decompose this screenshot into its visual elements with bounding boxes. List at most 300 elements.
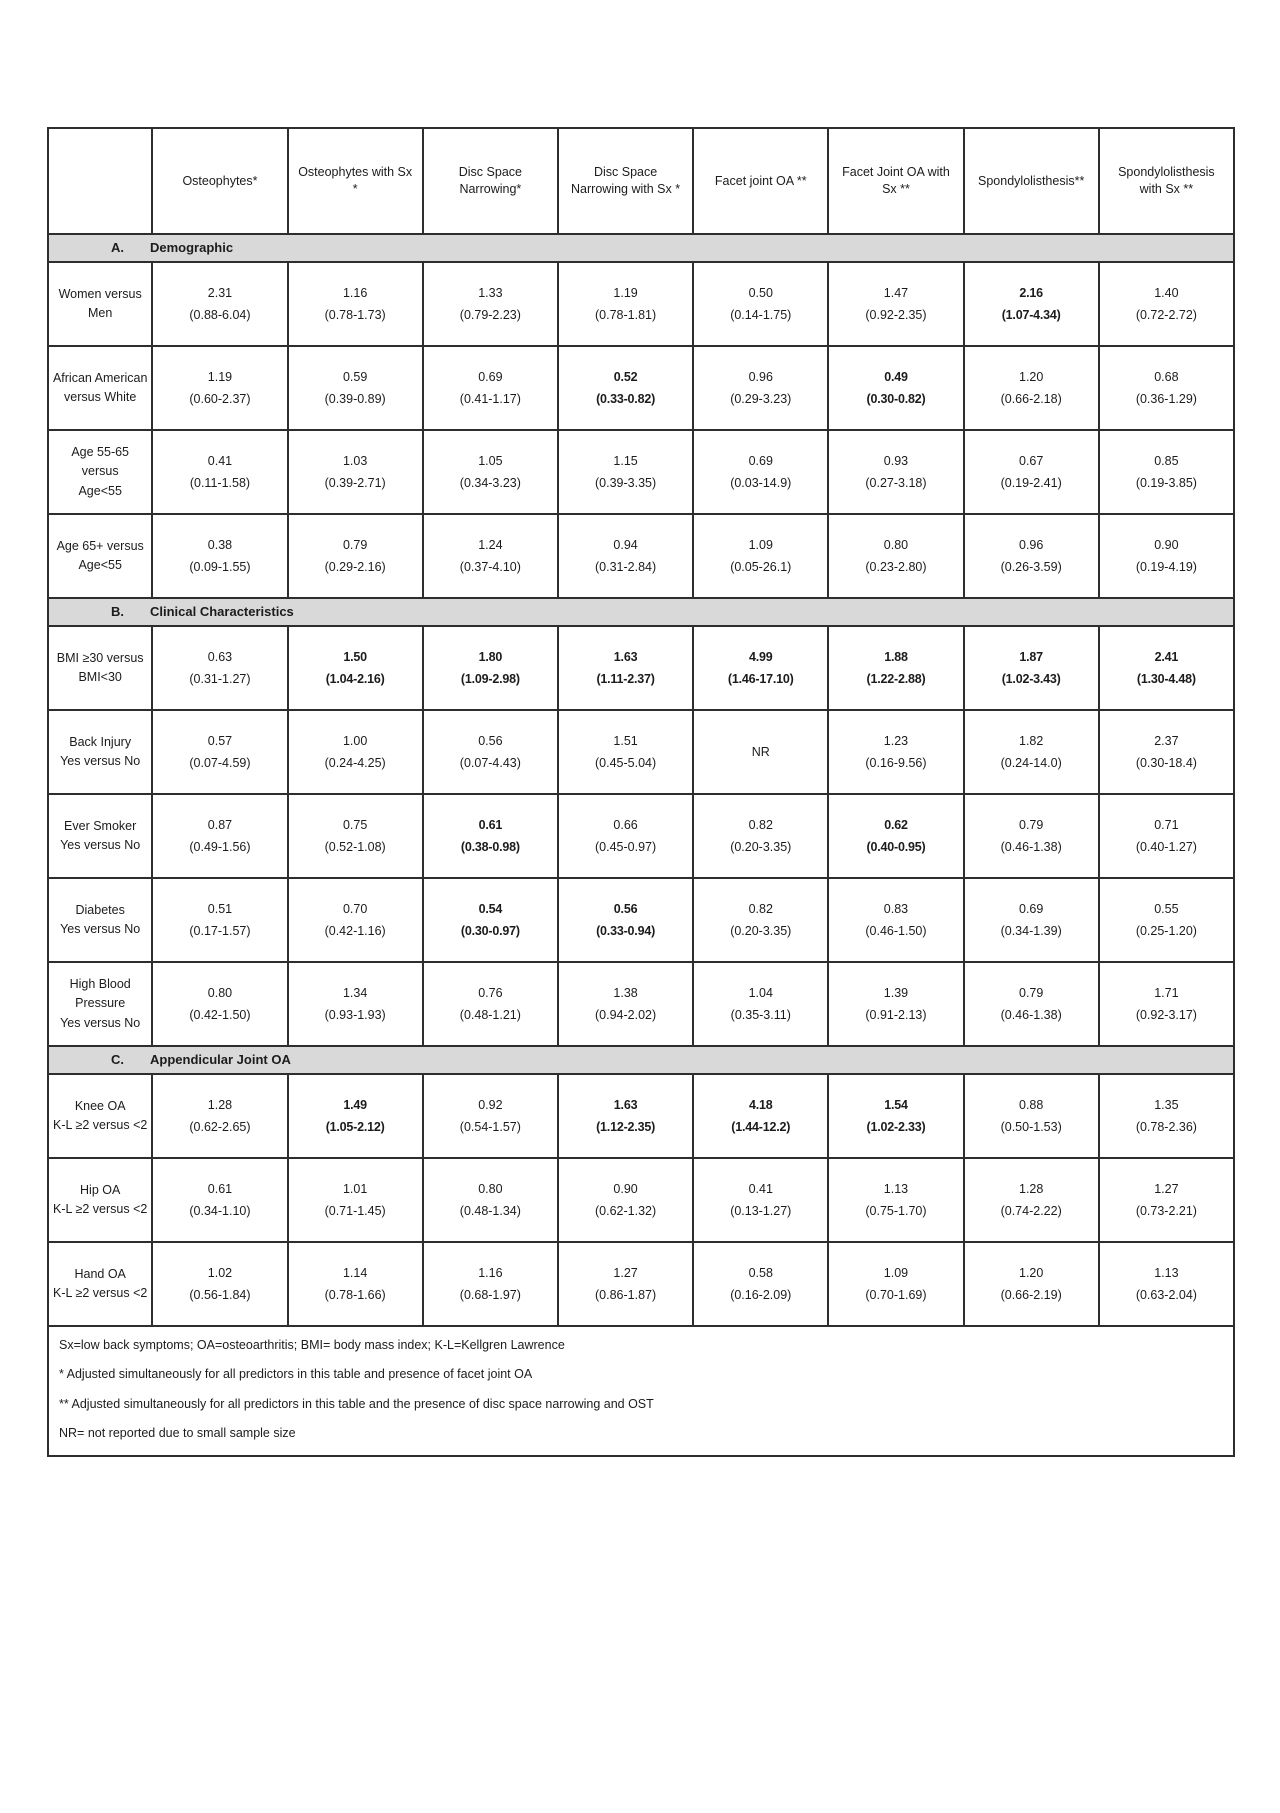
confidence-interval: (0.05-26.1) xyxy=(730,559,792,574)
confidence-interval: (0.13-1.27) xyxy=(730,1203,792,1218)
or-cell xyxy=(558,1074,693,1158)
confidence-interval: (0.63-2.04) xyxy=(1135,1287,1197,1302)
odds-ratio-value: 0.71 xyxy=(1154,818,1179,833)
odds-ratio-value: 2.16 xyxy=(1019,286,1043,301)
confidence-interval: (0.45-0.97) xyxy=(594,839,657,854)
row-label-line: Yes versus No xyxy=(60,1015,141,1030)
confidence-interval: (0.23-2.80) xyxy=(865,559,927,574)
odds-ratio-value: 4.99 xyxy=(749,650,773,665)
confidence-interval: (0.26-3.59) xyxy=(1000,559,1062,574)
odds-ratio-value: 0.75 xyxy=(342,818,368,833)
or-cell xyxy=(152,1074,287,1158)
or-cell xyxy=(693,794,828,878)
odds-ratio-value: 0.92 xyxy=(478,1098,503,1113)
or-cell xyxy=(288,346,423,430)
or-cell xyxy=(1099,430,1234,514)
confidence-interval: (1.05-2.12) xyxy=(325,1119,385,1134)
confidence-interval: (0.48-1.34) xyxy=(459,1203,521,1218)
odds-ratio-value: 0.41 xyxy=(748,1182,773,1197)
or-cell xyxy=(693,626,828,710)
footnote-abbreviations: Sx=low back symptoms; OA=osteoarthritis; BMI= body mass index; K-L=Kellgren Lawrence xyxy=(59,1338,565,1352)
odds-ratio-value: 0.41 xyxy=(207,454,233,469)
confidence-interval: (0.30-18.4) xyxy=(1135,755,1197,770)
column-header: Disc Space Narrowing* xyxy=(423,128,558,234)
confidence-interval: (0.40-0.95) xyxy=(866,839,926,854)
or-cell xyxy=(828,1158,963,1242)
section-title: Appendicular Joint OA xyxy=(150,1052,291,1068)
row-label xyxy=(48,346,152,430)
row-label xyxy=(48,626,152,710)
row-label-line: Yes versus No xyxy=(60,838,141,852)
row-label xyxy=(48,1074,152,1158)
or-cell xyxy=(964,1158,1099,1242)
odds-ratio-value: 1.13 xyxy=(883,1182,909,1197)
or-cell xyxy=(828,626,963,710)
or-cell xyxy=(1099,1242,1234,1326)
confidence-interval: (0.33-0.82) xyxy=(596,391,656,406)
section-header-row xyxy=(48,234,1234,262)
or-cell xyxy=(558,626,693,710)
odds-ratio-value: 0.56 xyxy=(613,902,638,917)
or-cell xyxy=(964,626,1099,710)
odds-ratio-value: 1.09 xyxy=(883,1266,909,1281)
confidence-interval: (0.79-2.23) xyxy=(459,307,521,322)
odds-ratio-value: 0.38 xyxy=(207,538,233,553)
or-cell xyxy=(152,262,287,346)
confidence-interval: (0.20-3.35) xyxy=(730,839,792,854)
odds-ratio-value: NR xyxy=(751,744,770,759)
confidence-interval: (0.92-2.35) xyxy=(865,307,927,322)
or-cell xyxy=(1099,626,1234,710)
row-label xyxy=(48,710,152,794)
or-cell xyxy=(558,1242,693,1326)
odds-ratio-value: 0.49 xyxy=(884,370,908,385)
confidence-interval: (0.24-4.25) xyxy=(324,755,386,770)
odds-ratio-value: 1.88 xyxy=(884,650,908,665)
row-label xyxy=(48,1242,152,1326)
confidence-interval: (0.46-1.38) xyxy=(1000,1007,1062,1022)
confidence-interval: (1.09-2.98) xyxy=(460,671,520,686)
or-cell xyxy=(558,878,693,962)
confidence-interval: (0.16-2.09) xyxy=(730,1287,792,1302)
confidence-interval: (0.07-4.59) xyxy=(189,755,251,770)
table-header-row xyxy=(48,128,1234,234)
odds-ratio-value: 1.00 xyxy=(342,734,368,749)
odds-ratio-value: 4.18 xyxy=(749,1098,773,1113)
or-cell xyxy=(288,794,423,878)
section-header xyxy=(48,1046,1234,1074)
or-cell xyxy=(693,1074,828,1158)
confidence-interval: (0.39-3.35) xyxy=(594,475,657,490)
odds-ratio-value: 1.38 xyxy=(613,986,638,1001)
or-cell xyxy=(964,262,1099,346)
odds-ratio-value: 1.34 xyxy=(342,986,368,1001)
odds-ratio-value: 0.54 xyxy=(478,902,503,917)
or-cell xyxy=(964,1074,1099,1158)
or-cell xyxy=(828,514,963,598)
table-row xyxy=(48,710,1234,794)
or-cell xyxy=(964,794,1099,878)
section-letter: A. xyxy=(111,240,124,256)
odds-ratio-value: 0.96 xyxy=(748,370,773,385)
confidence-interval: (0.78-1.66) xyxy=(324,1287,386,1302)
column-header: Osteophytes* xyxy=(152,128,287,234)
confidence-interval: (0.60-2.37) xyxy=(189,391,251,406)
confidence-interval: (0.36-1.29) xyxy=(1135,391,1197,406)
confidence-interval: (0.78-2.36) xyxy=(1135,1119,1197,1134)
confidence-interval: (0.11-1.58) xyxy=(189,475,251,490)
row-label-line: K-L ≥2 versus <2 xyxy=(53,1286,148,1300)
or-cell xyxy=(828,1074,963,1158)
odds-ratio-value: 2.31 xyxy=(207,286,233,301)
or-cell xyxy=(558,794,693,878)
or-cell xyxy=(1099,1074,1234,1158)
section-title: Clinical Characteristics xyxy=(150,604,294,620)
or-cell xyxy=(693,1158,828,1242)
or-cell xyxy=(558,430,693,514)
or-cell xyxy=(423,514,558,598)
table-row xyxy=(48,962,1234,1046)
table-row xyxy=(48,1242,1234,1326)
row-label xyxy=(48,1158,152,1242)
or-cell xyxy=(423,794,558,878)
section-header-row xyxy=(48,598,1234,626)
odds-ratio-value: 0.61 xyxy=(207,1182,233,1197)
confidence-interval: (0.75-1.70) xyxy=(865,1203,927,1218)
or-cell xyxy=(964,514,1099,598)
row-label xyxy=(48,794,152,878)
odds-ratio-value: 1.20 xyxy=(1019,370,1044,385)
or-cell xyxy=(1099,1158,1234,1242)
or-cell xyxy=(828,878,963,962)
confidence-interval: (0.31-1.27) xyxy=(189,671,251,686)
confidence-interval: (0.56-1.84) xyxy=(189,1287,251,1302)
or-cell xyxy=(693,262,828,346)
odds-ratio-value: 0.80 xyxy=(478,1182,503,1197)
table-row xyxy=(48,626,1234,710)
odds-ratio-value: 1.63 xyxy=(613,1098,638,1113)
or-cell xyxy=(964,1242,1099,1326)
confidence-interval: (0.37-4.10) xyxy=(459,559,521,574)
odds-ratio-value: 1.03 xyxy=(342,454,368,469)
confidence-interval: (0.88-6.04) xyxy=(189,307,251,322)
odds-ratio-value: 1.50 xyxy=(343,650,367,665)
or-cell xyxy=(288,626,423,710)
or-cell xyxy=(288,430,423,514)
odds-ratio-value: 0.57 xyxy=(207,734,233,749)
odds-ratio-value: 1.19 xyxy=(613,286,638,301)
or-cell xyxy=(288,1074,423,1158)
row-label-line: Diabetes xyxy=(75,902,125,917)
odds-ratio-value: 1.04 xyxy=(748,986,773,1001)
or-cell xyxy=(693,346,828,430)
confidence-interval: (0.46-1.50) xyxy=(865,923,927,938)
column-header: Facet joint OA ** xyxy=(693,128,828,234)
odds-ratio-value: 0.93 xyxy=(883,454,909,469)
row-label-line: High Blood xyxy=(69,976,131,991)
row-label-line: Yes versus No xyxy=(60,754,141,768)
odds-ratio-value: 1.24 xyxy=(478,538,503,553)
odds-ratio-value: 0.88 xyxy=(1019,1098,1044,1113)
or-cell xyxy=(1099,962,1234,1046)
confidence-interval: (0.94-2.02) xyxy=(594,1007,657,1022)
or-cell xyxy=(964,710,1099,794)
odds-ratio-value: 0.69 xyxy=(1019,902,1044,917)
or-cell xyxy=(152,1242,287,1326)
odds-ratio-value: 0.67 xyxy=(1019,454,1044,469)
or-cell xyxy=(1099,262,1234,346)
or-cell xyxy=(152,878,287,962)
footnote-nr: NR= not reported due to small sample size xyxy=(59,1425,296,1440)
column-header: Osteophytes with Sx * xyxy=(288,128,423,234)
odds-ratio-value: 0.85 xyxy=(1154,454,1179,469)
odds-ratio-value: 1.28 xyxy=(1019,1182,1044,1197)
confidence-interval: (0.31-2.84) xyxy=(594,559,657,574)
or-cell xyxy=(693,962,828,1046)
odds-ratio-value: 0.68 xyxy=(1154,370,1179,385)
confidence-interval: (0.74-2.22) xyxy=(1000,1203,1062,1218)
confidence-interval: (0.50-1.53) xyxy=(1000,1119,1062,1134)
odds-ratio-value: 0.96 xyxy=(1019,538,1044,553)
row-label-line: Ever Smoker xyxy=(64,818,137,833)
odds-ratio-value: 1.05 xyxy=(478,454,503,469)
odds-ratio-value: 1.80 xyxy=(478,650,503,665)
footnote-single-asterisk: * Adjusted simultaneously for all predictors in this table and presence of facet joint OA xyxy=(59,1367,533,1382)
or-cell xyxy=(423,710,558,794)
odds-ratio-value: 1.49 xyxy=(343,1098,367,1113)
or-cell xyxy=(1099,794,1234,878)
confidence-interval: (0.34-1.10) xyxy=(189,1203,251,1218)
odds-ratio-value: 1.47 xyxy=(883,286,909,301)
confidence-interval: (0.73-2.21) xyxy=(1135,1203,1197,1218)
confidence-interval: (0.52-1.08) xyxy=(324,839,386,854)
odds-ratio-value: 0.61 xyxy=(478,818,503,833)
confidence-interval: (0.03-14.9) xyxy=(730,475,792,490)
footnotes-block xyxy=(47,1327,1235,1457)
odds-ratio-value: 1.20 xyxy=(1019,1266,1044,1281)
odds-ratio-value: 1.14 xyxy=(342,1266,368,1281)
odds-ratio-value: 1.27 xyxy=(1154,1182,1179,1197)
table-row xyxy=(48,514,1234,598)
or-cell xyxy=(288,710,423,794)
confidence-interval: (0.34-1.39) xyxy=(1000,923,1062,938)
row-label-line: versus White xyxy=(64,390,137,404)
or-cell xyxy=(152,626,287,710)
results-table xyxy=(47,127,1235,1327)
confidence-interval: (0.72-2.72) xyxy=(1135,307,1197,322)
or-cell xyxy=(828,262,963,346)
confidence-interval: (0.49-1.56) xyxy=(189,839,251,854)
confidence-interval: (0.27-3.18) xyxy=(865,475,927,490)
or-cell xyxy=(423,1242,558,1326)
footnote-double-asterisk: ** Adjusted simultaneously for all predictors in this table and the presence of disc space narrowing and OST xyxy=(59,1396,654,1411)
odds-ratio-value: 1.82 xyxy=(1019,734,1044,749)
or-cell xyxy=(558,346,693,430)
or-cell xyxy=(558,514,693,598)
table-row xyxy=(48,1158,1234,1242)
confidence-interval: (1.11-2.37) xyxy=(596,671,655,686)
row-label-header xyxy=(48,128,152,234)
row-label-line: Age 55-65 versus xyxy=(71,444,130,479)
odds-ratio-value: 1.02 xyxy=(207,1266,233,1281)
or-cell xyxy=(1099,514,1234,598)
or-cell xyxy=(152,1158,287,1242)
row-label xyxy=(48,430,152,514)
or-cell xyxy=(1099,346,1234,430)
confidence-interval: (0.19-4.19) xyxy=(1135,559,1197,574)
odds-ratio-value: 1.33 xyxy=(478,286,503,301)
confidence-interval: (0.46-1.38) xyxy=(1000,839,1062,854)
confidence-interval: (0.30-0.82) xyxy=(866,391,926,406)
odds-ratio-value: 1.28 xyxy=(207,1098,233,1113)
section-header xyxy=(48,234,1234,262)
odds-ratio-value: 1.71 xyxy=(1154,986,1179,1001)
table-row xyxy=(48,262,1234,346)
odds-ratio-value: 0.79 xyxy=(1019,818,1044,833)
odds-ratio-value: 0.69 xyxy=(748,454,773,469)
row-label xyxy=(48,962,152,1046)
or-cell xyxy=(964,430,1099,514)
confidence-interval: (0.93-1.93) xyxy=(324,1007,386,1022)
or-cell xyxy=(693,430,828,514)
or-cell xyxy=(288,262,423,346)
confidence-interval: (1.07-4.34) xyxy=(1001,307,1061,322)
or-cell xyxy=(828,962,963,1046)
odds-ratio-value: 1.09 xyxy=(748,538,773,553)
odds-ratio-value: 1.16 xyxy=(478,1266,503,1281)
odds-ratio-value: 0.79 xyxy=(342,538,368,553)
table-row xyxy=(48,878,1234,962)
odds-ratio-value: 0.62 xyxy=(884,818,908,833)
confidence-interval: (0.17-1.57) xyxy=(189,923,251,938)
odds-ratio-value: 1.63 xyxy=(613,650,638,665)
or-cell xyxy=(828,1242,963,1326)
confidence-interval: (0.54-1.57) xyxy=(459,1119,521,1134)
column-header: Spondylolisthesis** xyxy=(964,128,1099,234)
or-cell xyxy=(288,878,423,962)
or-cell xyxy=(152,794,287,878)
odds-ratio-value: 0.59 xyxy=(342,370,368,385)
odds-ratio-value: 0.87 xyxy=(207,818,233,833)
or-cell xyxy=(423,878,558,962)
odds-ratio-value: 0.94 xyxy=(613,538,638,553)
or-cell xyxy=(693,710,828,794)
table-head xyxy=(48,128,1234,234)
odds-ratio-value: 0.80 xyxy=(883,538,909,553)
or-cell xyxy=(152,710,287,794)
confidence-interval: (0.91-2.13) xyxy=(865,1007,927,1022)
or-cell xyxy=(964,962,1099,1046)
confidence-interval: (0.92-3.17) xyxy=(1135,1007,1197,1022)
or-cell xyxy=(558,262,693,346)
confidence-interval: (0.68-1.97) xyxy=(459,1287,521,1302)
odds-ratio-value: 1.40 xyxy=(1154,286,1179,301)
confidence-interval: (0.29-2.16) xyxy=(324,559,386,574)
confidence-interval: (0.24-14.0) xyxy=(1000,755,1062,770)
or-cell xyxy=(423,962,558,1046)
or-cell xyxy=(558,962,693,1046)
confidence-interval: (1.46-17.10) xyxy=(727,671,794,686)
or-cell xyxy=(964,878,1099,962)
table-body xyxy=(48,234,1234,1326)
odds-ratio-value: 0.56 xyxy=(478,734,503,749)
or-cell xyxy=(288,514,423,598)
or-cell xyxy=(423,626,558,710)
confidence-interval: (0.78-1.81) xyxy=(594,307,657,322)
odds-ratio-value: 1.23 xyxy=(883,734,909,749)
confidence-interval: (0.62-1.32) xyxy=(594,1203,657,1218)
confidence-interval: (0.39-0.89) xyxy=(324,391,386,406)
odds-ratio-value: 1.19 xyxy=(207,370,233,385)
odds-ratio-value: 0.76 xyxy=(478,986,503,1001)
row-label-line: African American xyxy=(52,370,148,385)
confidence-interval: (0.19-2.41) xyxy=(1000,475,1062,490)
odds-ratio-value: 0.83 xyxy=(883,902,909,917)
row-label-line: Hip OA xyxy=(80,1182,121,1197)
confidence-interval: (0.48-1.21) xyxy=(459,1007,521,1022)
confidence-interval: (1.02-3.43) xyxy=(1001,671,1061,686)
odds-ratio-value: 0.80 xyxy=(207,986,233,1001)
table-row xyxy=(48,430,1234,514)
or-cell xyxy=(558,710,693,794)
confidence-interval: (0.16-9.56) xyxy=(865,755,927,770)
confidence-interval: (0.30-0.97) xyxy=(460,923,520,938)
confidence-interval: (0.66-2.19) xyxy=(1000,1287,1062,1302)
confidence-interval: (1.04-2.16) xyxy=(325,671,385,686)
odds-ratio-value: 0.52 xyxy=(613,370,638,385)
confidence-interval: (0.34-3.23) xyxy=(459,475,521,490)
confidence-interval: (0.42-1.16) xyxy=(324,923,386,938)
odds-ratio-value: 1.01 xyxy=(342,1182,368,1197)
row-label-line: Pressure xyxy=(75,996,126,1011)
row-label-line: K-L ≥2 versus <2 xyxy=(53,1118,148,1132)
confidence-interval: (0.19-3.85) xyxy=(1135,475,1197,490)
or-cell xyxy=(423,430,558,514)
confidence-interval: (0.86-1.87) xyxy=(594,1287,657,1302)
row-label-line: Age<55 xyxy=(78,483,122,498)
or-cell xyxy=(693,878,828,962)
odds-ratio-value: 2.41 xyxy=(1154,650,1179,665)
odds-ratio-value: 0.82 xyxy=(748,902,773,917)
row-label xyxy=(48,878,152,962)
confidence-interval: (0.45-5.04) xyxy=(594,755,657,770)
or-cell xyxy=(288,962,423,1046)
table-row xyxy=(48,1074,1234,1158)
odds-ratio-value: 1.87 xyxy=(1019,650,1043,665)
confidence-interval: (0.29-3.23) xyxy=(730,391,792,406)
table-row xyxy=(48,346,1234,430)
odds-ratio-value: 0.66 xyxy=(613,818,638,833)
results-table-wrap xyxy=(47,127,1235,1457)
or-cell xyxy=(693,1242,828,1326)
or-cell xyxy=(423,1074,558,1158)
confidence-interval: (0.70-1.69) xyxy=(865,1287,927,1302)
odds-ratio-value: 0.55 xyxy=(1154,902,1179,917)
or-cell xyxy=(423,1158,558,1242)
odds-ratio-value: 0.58 xyxy=(748,1266,773,1281)
section-letter: C. xyxy=(111,1052,124,1068)
row-label-line: Age<55 xyxy=(78,558,122,572)
confidence-interval: (0.39-2.71) xyxy=(324,475,386,490)
or-cell xyxy=(558,1158,693,1242)
column-header: Spondylolisthesis with Sx ** xyxy=(1099,128,1234,234)
row-label-line: Men xyxy=(88,306,113,320)
section-title: Demographic xyxy=(150,240,234,256)
or-cell xyxy=(288,1242,423,1326)
confidence-interval: (1.02-2.33) xyxy=(866,1119,926,1134)
odds-ratio-value: 1.27 xyxy=(613,1266,638,1281)
confidence-interval: (0.78-1.73) xyxy=(324,307,386,322)
